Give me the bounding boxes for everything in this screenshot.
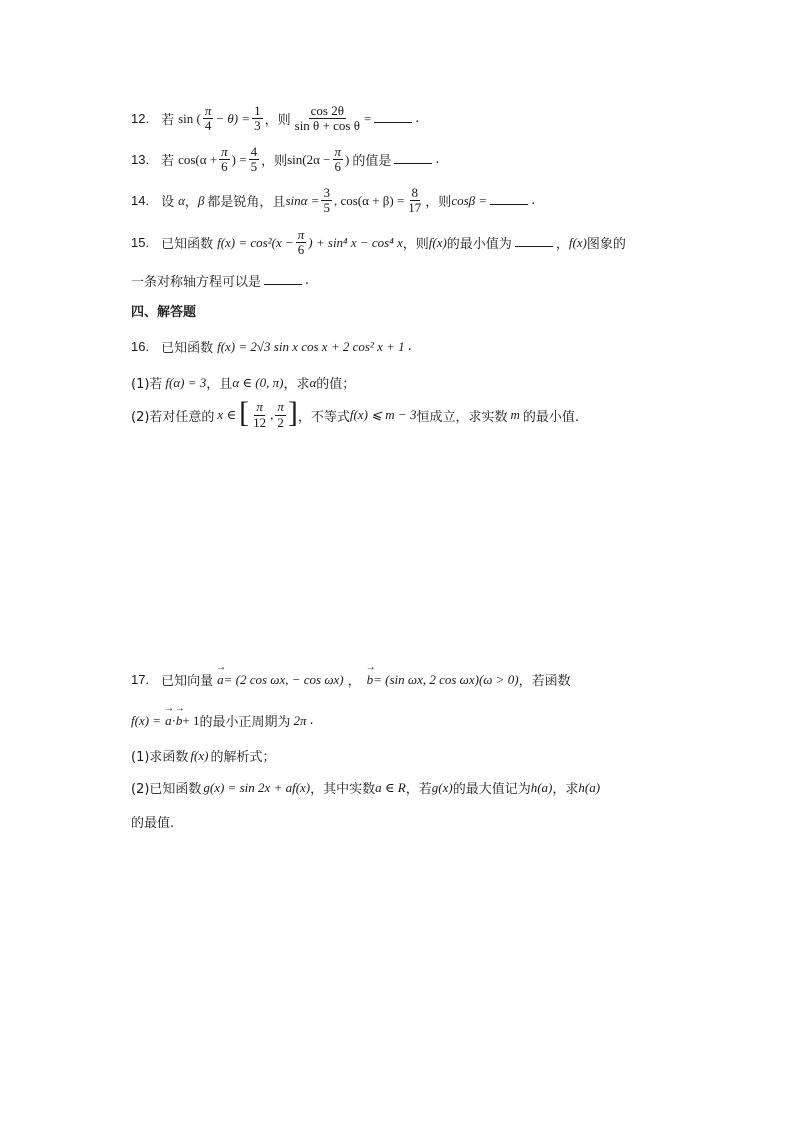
answer-blank (264, 284, 302, 285)
text: 设 (161, 195, 175, 211)
math: ) + sin⁴ x − cos⁴ x (308, 234, 403, 250)
text: ， (555, 237, 569, 253)
math: + 1 (182, 712, 200, 728)
question-number: 12. (131, 111, 150, 127)
question-12 (131, 104, 419, 134)
fraction: $\frac{8}{17}$ (408, 185, 422, 216)
text: 已知函数 (161, 237, 214, 253)
question-16-part1 (131, 373, 355, 392)
text: ，则 (261, 154, 288, 170)
text: (1)求函数 (131, 750, 189, 765)
vector-a: a → (217, 672, 224, 688)
math: f(x) = cos²(x − (217, 234, 294, 250)
answer-blank (515, 246, 553, 247)
fraction: $\frac{\pi}{6}$ (221, 144, 228, 175)
answer-blank (394, 163, 432, 164)
vector-b: b → (176, 713, 183, 729)
text: 都是锐角，且 (207, 195, 286, 211)
question-17-line2 (131, 711, 314, 730)
fraction: $\frac{\pi}{6}$ (334, 144, 342, 175)
math: α ∈ (0, π) (232, 374, 284, 390)
question-number: 16. (131, 339, 150, 354)
math: 2π (293, 712, 307, 728)
math: f(x) = 2√3 sin x cos x + 2 cos² x + 1 (217, 338, 405, 354)
text: . (309, 713, 314, 728)
question-15 (131, 228, 626, 258)
text: ， (347, 674, 361, 689)
text: . (407, 339, 412, 354)
text: ，则 (264, 113, 291, 129)
fraction: $\frac{\cos 2\theta}{\text{sin θ + cos θ}}$ (294, 103, 360, 134)
text: ，且 (206, 377, 233, 392)
text: . (305, 273, 310, 288)
section-heading (131, 301, 196, 320)
math: · (171, 712, 176, 728)
text: ，则 (425, 195, 452, 211)
math: f(x) ⩽ m − 3 (349, 407, 417, 422)
text: ，若函数 (518, 674, 571, 689)
text: 的最小正周期为 (199, 715, 291, 730)
question-14 (131, 186, 535, 216)
fraction: $\frac{\pi}{2}$ (277, 399, 284, 430)
math: f(x) (190, 747, 209, 763)
math: sin ( (178, 110, 201, 126)
text: . (415, 111, 420, 127)
math: f(α) = 3 (165, 374, 207, 390)
question-17-part2-line2 (131, 812, 174, 831)
math: cosβ = (451, 192, 488, 208)
text: 已知函数 (161, 341, 214, 356)
text: 若 (161, 154, 175, 170)
math: g(x) (431, 779, 453, 795)
text: 一条对称轴方程可以是 (131, 275, 262, 290)
math: h(a) (530, 779, 553, 795)
question-17-part1 (131, 746, 275, 765)
question-17 (131, 670, 571, 689)
math: a ∈ R (375, 779, 406, 795)
math: g(x) = sin 2x + af(x) (203, 779, 311, 795)
left-bracket: [ (239, 396, 250, 429)
math: h(a) (578, 779, 601, 795)
math: f(x) = (131, 712, 162, 728)
question-15-line2 (131, 271, 309, 290)
text: . (435, 152, 440, 168)
math: = (2 cos ωx, − cos ωx) (223, 671, 344, 687)
math: m (510, 407, 520, 422)
fraction: $\frac{\pi}{12}$ (253, 399, 267, 430)
text: 已知向量 (161, 674, 214, 689)
math: , cos(α + β) = (333, 192, 405, 208)
text: (2)若对任意的 (131, 409, 215, 425)
text: 恒成立，求实数 (416, 409, 508, 425)
text: 的最小值为 (446, 237, 512, 253)
text: 的值是 (352, 154, 392, 170)
question-17-part2 (131, 778, 600, 797)
question-16-part2 (131, 396, 579, 430)
question-16 (131, 337, 412, 356)
text: ，则 (402, 237, 429, 253)
question-number: 14. (131, 193, 150, 209)
text: ，求 (552, 782, 579, 797)
question-number: 13. (131, 152, 150, 168)
text: 的解析式； (210, 750, 276, 765)
text: (1)若 (131, 377, 163, 392)
answer-blank (374, 122, 412, 123)
math: α (178, 192, 185, 208)
text: ，若 (405, 782, 432, 797)
fraction: $\frac{1}{3}$ (254, 103, 261, 134)
math: sin(2α − (287, 151, 331, 167)
math: = (sin ωx, 2 cos ωx)(ω > 0) (373, 671, 519, 687)
text: 图象的 (586, 237, 626, 253)
text: 的最值. (131, 816, 175, 831)
math: = (363, 110, 372, 126)
text: . (531, 193, 536, 209)
section-title: 四、解答题 (131, 305, 197, 320)
math: β (197, 192, 205, 208)
text: 的值； (316, 377, 356, 392)
math: ) = (231, 151, 247, 167)
answer-blank (490, 204, 528, 205)
question-number: 17. (131, 672, 150, 687)
vector-a: a → (165, 713, 172, 729)
text: ，求 (283, 377, 310, 392)
fraction: $\frac{\pi}{6}$ (297, 227, 305, 258)
text: 若 (161, 113, 175, 129)
math: sinα = (285, 192, 320, 208)
text: 的最小值. (522, 409, 579, 425)
math: α (309, 374, 317, 390)
right-bracket: ] (287, 396, 298, 429)
text: ，不等式 (297, 409, 350, 425)
question-13 (131, 145, 440, 175)
text: (2)已知函数 (131, 782, 202, 797)
math: , (270, 407, 274, 422)
fraction: $\frac{3}{5}$ (323, 185, 330, 216)
fraction: $\frac{4}{5}$ (250, 144, 258, 175)
math: − θ) = (215, 110, 251, 126)
text: ，其中实数 (310, 782, 376, 797)
text: ， (184, 195, 198, 211)
math: f(x) (428, 234, 447, 250)
fraction: $\frac{\pi}{4}$ (204, 103, 212, 134)
math: cos(α + (178, 151, 218, 167)
math: ) (345, 151, 350, 167)
math: x ∈ (217, 407, 237, 422)
question-number: 15. (131, 235, 150, 251)
vector-b: b → (367, 672, 374, 688)
math: f(x) (568, 234, 587, 250)
text: 的最大值记为 (452, 782, 531, 797)
